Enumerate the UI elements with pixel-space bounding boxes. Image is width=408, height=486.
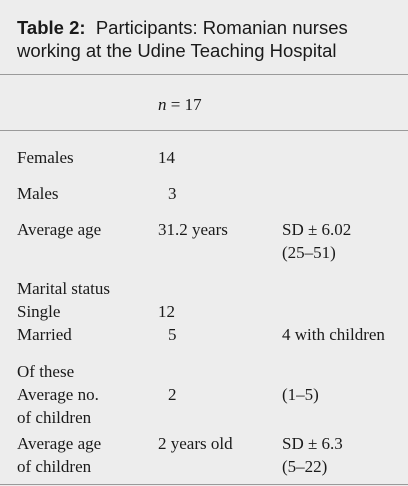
row-label-single: Single (17, 302, 61, 321)
n-value: = 17 (166, 95, 202, 114)
row-value-females: 14 (158, 148, 175, 167)
row-label-of-children-2: of children (17, 457, 92, 476)
row-value-average-no-children: 2 (168, 385, 177, 404)
row-value-single: 12 (158, 302, 175, 321)
row-label-married: Married (17, 325, 72, 344)
header-n (158, 93, 202, 116)
caption-line-2: working at the Udine Teaching Hospital (17, 40, 337, 61)
row-label-average-no: Average no. (17, 385, 99, 404)
row-note-average-no-children: (1–5) (282, 385, 319, 404)
caption-label: Table 2: (17, 17, 86, 38)
row-value-average-age-children: 2 years old (158, 434, 233, 453)
n-symbol: n (158, 95, 167, 114)
row-label-males: Males (17, 184, 59, 203)
row-label-average-age-children: Average age (17, 434, 102, 453)
table-caption (17, 16, 397, 62)
row-value-average-age: 31.2 years (158, 220, 228, 239)
bottom-rule (0, 484, 408, 485)
row-label-of-these: Of these (17, 362, 75, 381)
row-value-males: 3 (168, 184, 177, 203)
row-label-females: Females (17, 148, 74, 167)
row-label-of-children-1: of children (17, 408, 92, 427)
row-note-average-age-children-sd: SD ± 6.3 (282, 434, 343, 453)
row-value-married: 5 (168, 325, 177, 344)
row-label-marital-status: Marital status (17, 279, 111, 298)
top-rule (0, 74, 408, 75)
row-note-average-age-sd: SD ± 6.02 (282, 220, 352, 239)
row-note-average-age-range: (25–51) (282, 243, 336, 262)
caption-line-1: Participants: Romanian nurses (95, 17, 348, 38)
row-note-average-age-children-range: (5–22) (282, 457, 328, 476)
row-note-married: 4 with children (282, 325, 385, 344)
row-label-average-age: Average age (17, 220, 102, 239)
header-rule (0, 130, 408, 131)
